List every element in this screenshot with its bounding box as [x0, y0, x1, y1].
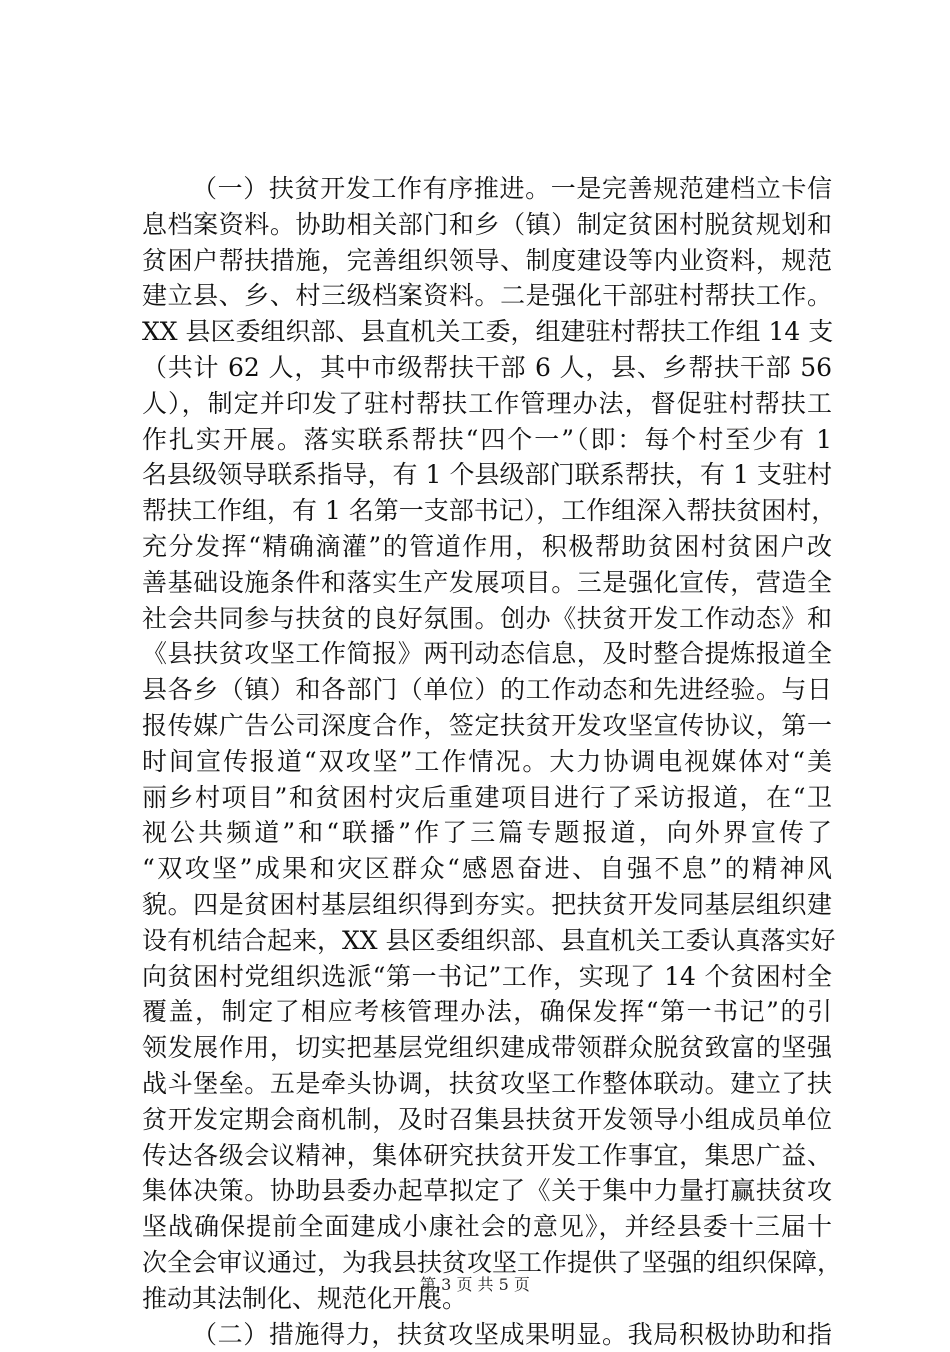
text-line: 贫困户帮扶措施，完善组织领导、制度建设等内业资料，规范: [142, 243, 832, 279]
text-line: 设有机结合起来，XX 县区委组织部、县直机关工委认真落实好: [142, 923, 832, 959]
text-line: （共计 62 人，其中市级帮扶干部 6 人，县、乡帮扶干部 56: [142, 350, 832, 386]
text-line: 推动其法制化、规范化开展。: [142, 1281, 832, 1317]
text-line: 领发展作用，切实把基层党组织建成带领群众脱贫致富的坚强: [142, 1030, 832, 1066]
text-line: 集体决策。协助县委办起草拟定了《关于集中力量打赢扶贫攻: [142, 1173, 832, 1209]
text-line: XX 县区委组织部、县直机关工委，组建驻村帮扶工作组 14 支: [142, 314, 832, 350]
text-line: “双攻坚”成果和灾区群众“感恩奋进、自强不息”的精神风: [142, 851, 832, 887]
text-line: 充分发挥“精确滴灌”的管道作用，积极帮助贫困村贫困户改: [142, 529, 832, 565]
text-line: 覆盖，制定了相应考核管理办法，确保发挥“第一书记”的引: [142, 994, 832, 1030]
text-line: 视公共频道”和“联播”作了三篇专题报道，向外界宣传了: [142, 815, 832, 851]
text-line: 社会共同参与扶贫的良好氛围。创办《扶贫开发工作动态》和: [142, 601, 832, 637]
text-line: 丽乡村项目”和贫困村灾后重建项目进行了采访报道，在“卫: [142, 780, 832, 816]
text-line: 贫开发定期会商机制，及时召集县扶贫开发领导小组成员单位: [142, 1102, 832, 1138]
body-text: [142, 171, 832, 1352]
text-line: 作扎实开展。落实联系帮扶“四个一”（即：每个村至少有 1: [142, 422, 832, 458]
page-footer: [0, 1272, 950, 1295]
text-line: （二）措施得力，扶贫攻坚成果明显。我局积极协助和指: [142, 1317, 832, 1352]
text-line: 时间宣传报道“双攻坚”工作情况。大力协调电视媒体对“美: [142, 744, 832, 780]
text-line: 传达各级会议精神，集体研究扶贫开发工作事宜，集思广益、: [142, 1138, 832, 1174]
text-line: 坚战确保提前全面建成小康社会的意见》，并经县委十三届十: [142, 1209, 832, 1245]
text-line: 貌。四是贫困村基层组织得到夯实。把扶贫开发同基层组织建: [142, 887, 832, 923]
text-line: 县各乡（镇）和各部门（单位）的工作动态和先进经验。与日: [142, 672, 832, 708]
text-line: 向贫困村党组织选派“第一书记”工作，实现了 14 个贫困村全: [142, 959, 832, 995]
text-line: 建立县、乡、村三级档案资料。二是强化干部驻村帮扶工作。: [142, 278, 832, 314]
text-line: 《县扶贫攻坚工作简报》两刊动态信息，及时整合提炼报道全: [142, 636, 832, 672]
text-line: 善基础设施条件和落实生产发展项目。三是强化宣传，营造全: [142, 565, 832, 601]
page-number: 第 3 页 共 5 页: [420, 1275, 530, 1294]
text-line: 次全会审议通过，为我县扶贫攻坚工作提供了坚强的组织保障，: [142, 1245, 832, 1281]
text-line: 名县级领导联系指导，有 1 个县级部门联系帮扶，有 1 支驻村: [142, 457, 832, 493]
text-line: 人），制定并印发了驻村帮扶工作管理办法，督促驻村帮扶工: [142, 386, 832, 422]
text-line: 战斗堡垒。五是牵头协调，扶贫攻坚工作整体联动。建立了扶: [142, 1066, 832, 1102]
text-line: 息档案资料。协助相关部门和乡（镇）制定贫困村脱贫规划和: [142, 207, 832, 243]
text-line: （一）扶贫开发工作有序推进。一是完善规范建档立卡信: [142, 171, 832, 207]
text-line: 报传媒广告公司深度合作，签定扶贫开发攻坚宣传协议，第一: [142, 708, 832, 744]
text-line: 帮扶工作组，有 1 名第一支部书记），工作组深入帮扶贫困村，: [142, 493, 832, 529]
